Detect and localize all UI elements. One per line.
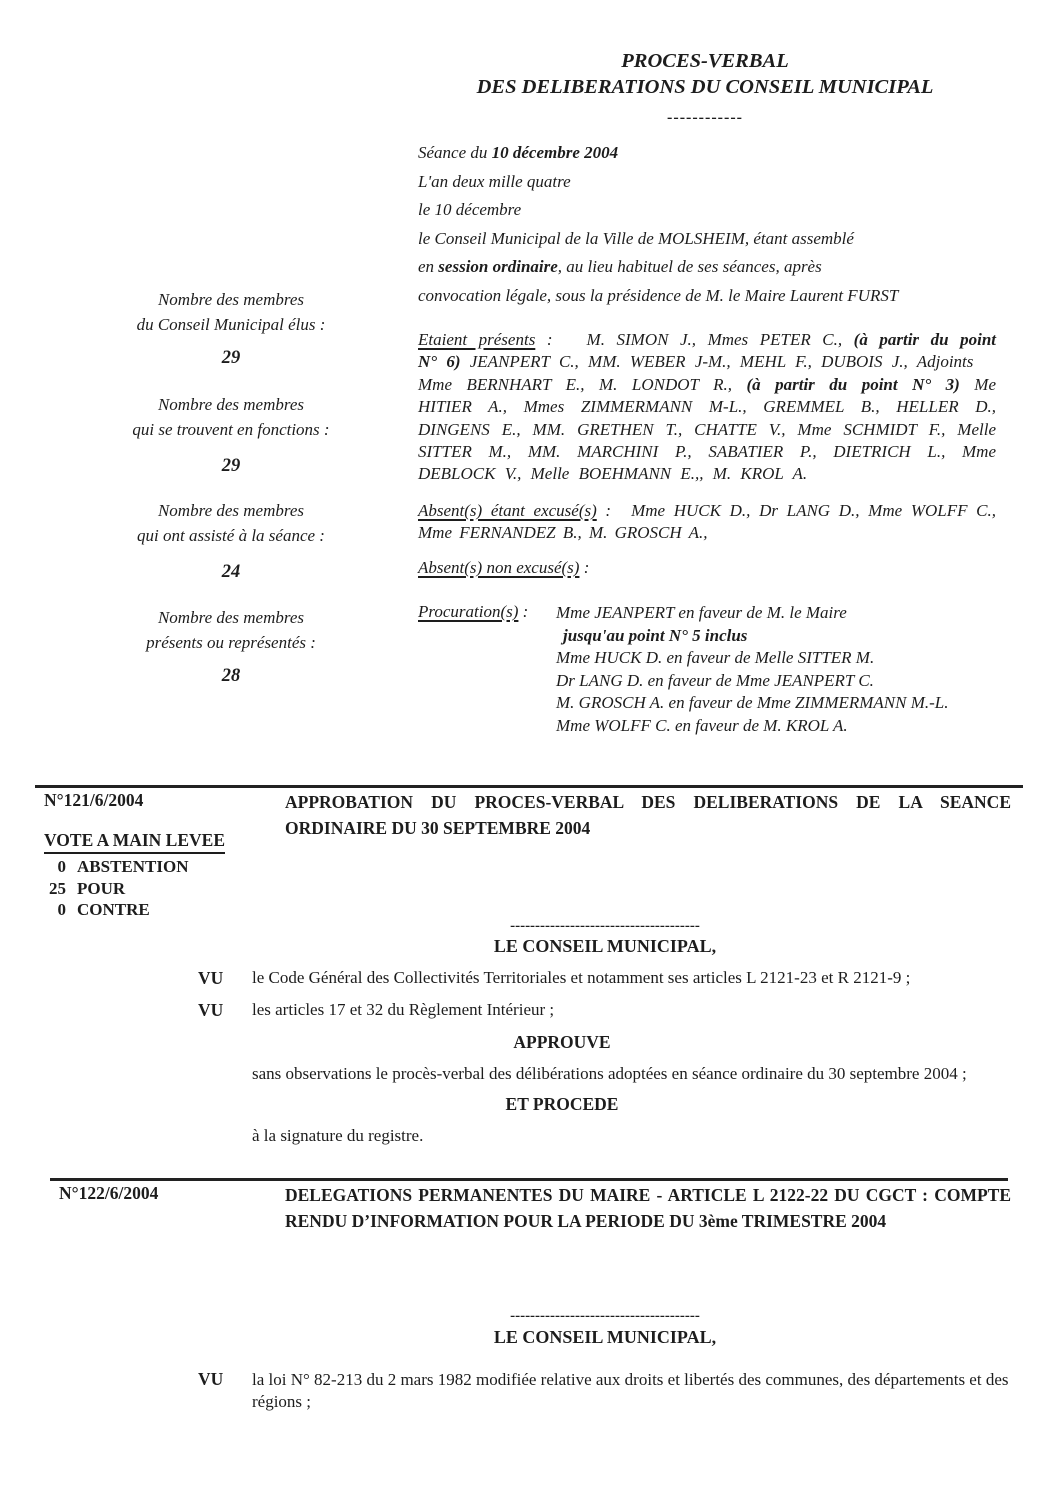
intro-line-3: le 10 décembre bbox=[418, 200, 522, 220]
intro-line-5 bbox=[418, 253, 1008, 282]
present-members bbox=[418, 329, 996, 486]
member-count-value-2: 29 bbox=[221, 456, 241, 476]
session-intro bbox=[418, 139, 1008, 311]
absent-not-excused-label: Absent(s) non excusé(s) bbox=[418, 558, 580, 577]
deliberation-121-title bbox=[285, 790, 1011, 841]
deliberation-121-title-line2: ORDINAIRE DU 30 SEPTEMBRE 2004 bbox=[285, 817, 591, 838]
intro-line-6: convocation légale, sous la présidence de M. le Maire Laurent FURST bbox=[418, 285, 899, 305]
vote-row-pour bbox=[44, 878, 188, 900]
procede-text: à la signature du registre. bbox=[252, 1126, 424, 1145]
deliberation-121-ref: N°121/6/2004 bbox=[44, 790, 144, 810]
deliberation-122-title-line1: DELEGATIONS PERMANENTES DU MAIRE - ARTICLE L 2122-22 DU CGCT : COMPTE bbox=[285, 1185, 1011, 1205]
procurations-label bbox=[418, 602, 528, 622]
presents-part4: Me HITIER A., Mmes ZIMMERMANN M-L., GREMMEL B., HELLER D., DINGENS E., MM. GRETHEN T., CHATTE V., Mme SCHMIDT F., Melle SITTER M., MM. MARCHINI P., SABATIER P., DIETRICH L., Mme DEBLOCK V., Melle BOEHMANN E.,, M. KROL A. bbox=[418, 374, 996, 484]
absent-excused bbox=[418, 500, 996, 545]
member-count-label-2 bbox=[85, 392, 377, 442]
member-count-value-4: 28 bbox=[221, 666, 241, 686]
approve-heading: APPROUVE bbox=[513, 1032, 611, 1052]
vote-heading: VOTE A MAIN LEVEE bbox=[44, 830, 225, 854]
procuration-line: M. GROSCH A. en faveur de Mme ZIMMERMANN M.-L. bbox=[556, 693, 949, 713]
seance-prefix: Séance du bbox=[418, 143, 492, 162]
presents-part2: JEANPERT C., MM. WEBER J-M., MEHL F., DUBOIS J., Adjoints bbox=[460, 352, 974, 372]
vu-text-2: les articles 17 et 32 du Règlement Intérieur ; bbox=[252, 1000, 555, 1019]
mc4-line2: présents ou représentés : bbox=[146, 633, 316, 652]
procuration-line: Dr LANG D. en faveur de Mme JEANPERT C. bbox=[556, 670, 874, 690]
deliberation-122-ref: N°122/6/2004 bbox=[59, 1183, 159, 1203]
council-heading-121: LE CONSEIL MUNICIPAL, bbox=[493, 936, 717, 956]
vu-text-122: la loi N° 82-213 du 2 mars 1982 modifiée relative aux droits et libertés des communes, des départements et des régions ; bbox=[252, 1370, 1009, 1411]
mc2-line1: Nombre des membres bbox=[157, 395, 305, 414]
absent-not-excused-colon: : bbox=[579, 558, 590, 577]
procuration-line: Mme JEANPERT en faveur de M. le Maire bbox=[556, 603, 847, 622]
title-separator: ------------ bbox=[667, 109, 743, 126]
mc1-line2: du Conseil Municipal élus : bbox=[136, 315, 326, 334]
procurations-label-text: Procuration(s) bbox=[418, 602, 519, 621]
mc2-line2: qui se trouvent en fonctions : bbox=[132, 420, 330, 439]
title-line-2: DES DELIBERATIONS DU CONSEIL MUNICIPAL bbox=[476, 76, 934, 98]
mc4-line1: Nombre des membres bbox=[157, 608, 305, 627]
intro-line-5-bold: session ordinaire bbox=[438, 257, 558, 277]
mid-separator: -------------------------------------- bbox=[510, 918, 700, 934]
absent-excused-label: Absent(s) étant excusé(s) bbox=[418, 501, 597, 520]
procuration-line-bold: jusqu'au point N° 5 inclus bbox=[563, 625, 748, 645]
intro-line-4: le Conseil Municipal de la Ville de MOLSHEIM, étant assemblé bbox=[418, 228, 854, 248]
mid-separator: -------------------------------------- bbox=[510, 1308, 700, 1324]
absent-not-excused bbox=[418, 558, 589, 578]
vu-label: VU bbox=[198, 1000, 224, 1020]
presents-bold2: (à partir du point N° 3) bbox=[746, 374, 960, 394]
vote-row-abstention bbox=[44, 856, 188, 878]
section-divider bbox=[35, 785, 1023, 788]
vote-results bbox=[44, 856, 188, 921]
procurations-colon: : bbox=[518, 602, 529, 621]
procuration-line: Mme HUCK D. en faveur de Melle SITTER M. bbox=[556, 648, 875, 668]
mc1-line1: Nombre des membres bbox=[157, 290, 305, 309]
document-title bbox=[418, 48, 992, 100]
absent-excused-names: Mme HUCK D., Dr LANG D., Mme WOLFF C., Mme FERNANDEZ B., M. GROSCH A., bbox=[418, 501, 996, 543]
presents-label: Etaient présents bbox=[418, 330, 536, 349]
intro-line-5-pre: en bbox=[418, 257, 439, 277]
presents-bold1: (à partir du point N° 6) bbox=[418, 330, 996, 372]
mc3-line2: qui ont assisté à la séance : bbox=[137, 526, 325, 545]
member-count-value-1: 29 bbox=[221, 348, 241, 368]
member-count-value-3: 24 bbox=[221, 562, 241, 582]
deliberation-121-title-line1: APPROBATION DU PROCES-VERBAL DES DELIBERATIONS DE LA SEANCE bbox=[285, 792, 1011, 812]
vote-row-contre bbox=[44, 899, 188, 921]
intro-line-2: L'an deux mille quatre bbox=[418, 171, 571, 191]
procuration-line: Mme WOLFF C. en faveur de M. KROL A. bbox=[556, 715, 848, 735]
vote-label: POUR bbox=[77, 878, 126, 898]
intro-line-5-post: , au lieu habituel de ses séances, après bbox=[557, 257, 822, 277]
seance-date: 10 décembre 2004 bbox=[491, 143, 619, 162]
procurations-list bbox=[556, 602, 1016, 738]
vu-text-1: le Code Général des Collectivités Territoriales et notamment ses articles L 2121-23 et R 2121-9 ; bbox=[252, 968, 911, 987]
member-count-label-1 bbox=[85, 287, 377, 337]
presents-colon: : bbox=[535, 330, 553, 349]
approve-text: sans observations le procès-verbal des délibérations adoptées en séance ordinaire du 30 septembre 2004 ; bbox=[252, 1064, 967, 1083]
presents-part1: M. SIMON J., Mmes PETER C., bbox=[586, 330, 854, 349]
title-line-1: PROCES-VERBAL bbox=[621, 50, 789, 72]
vote-label: ABSTENTION bbox=[77, 857, 189, 876]
vu-label: VU bbox=[198, 1369, 224, 1389]
deliberation-122-title bbox=[285, 1183, 1011, 1234]
section-divider bbox=[50, 1178, 1008, 1181]
mc3-line1: Nombre des membres bbox=[157, 501, 305, 520]
vote-count: 25 bbox=[49, 878, 66, 898]
procede-heading: ET PROCEDE bbox=[505, 1094, 619, 1114]
presents-part3: Mme BERNHART E., M. LONDOT R., bbox=[418, 374, 747, 394]
vote-label: CONTRE bbox=[77, 900, 150, 920]
deliberation-122-title-line2: RENDU D’INFORMATION POUR LA PERIODE DU 3ème TRIMESTRE 2004 bbox=[285, 1210, 887, 1231]
vu-label: VU bbox=[198, 968, 224, 988]
member-count-label-4 bbox=[85, 605, 377, 655]
vote-count: 0 bbox=[57, 857, 66, 876]
seance-line bbox=[418, 139, 1008, 168]
vote-count: 0 bbox=[57, 900, 66, 920]
council-heading-122: LE CONSEIL MUNICIPAL, bbox=[493, 1327, 717, 1347]
absent-excused-colon: : bbox=[596, 501, 612, 520]
member-count-label-3 bbox=[85, 498, 377, 548]
